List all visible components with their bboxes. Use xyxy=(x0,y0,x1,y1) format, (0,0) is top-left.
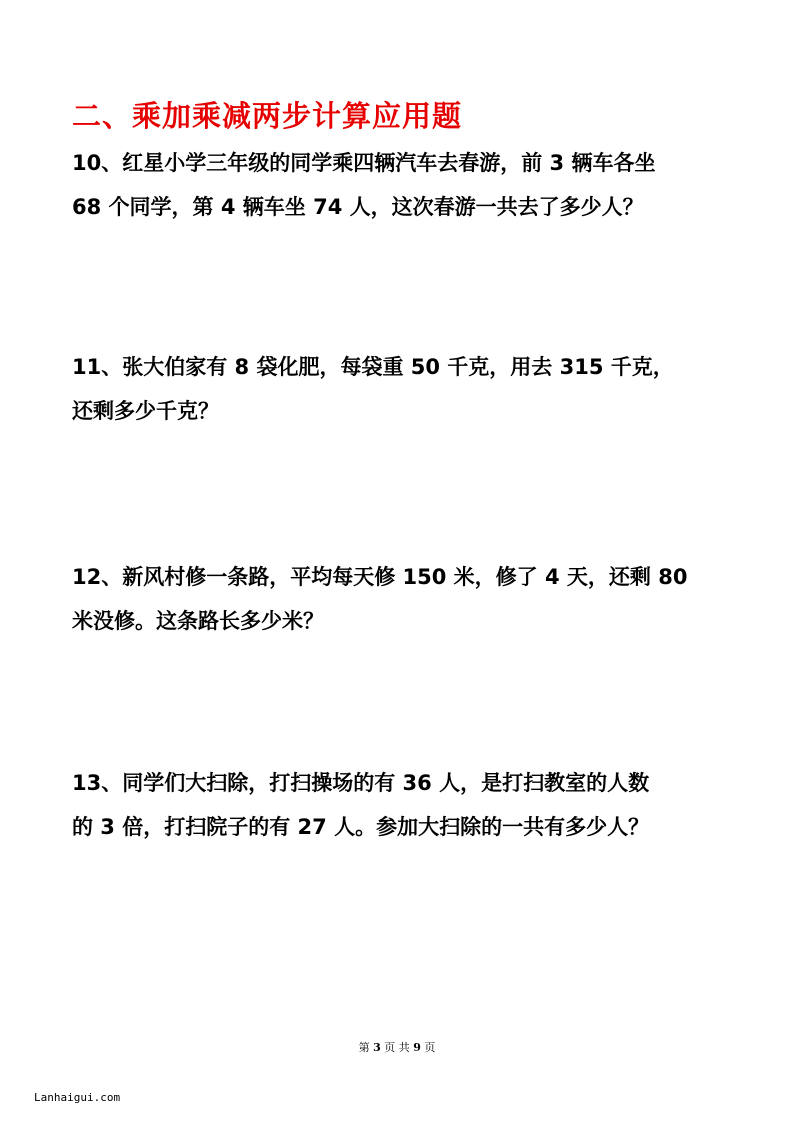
problem-line: 68 个同学，第 4 辆车坐 74 人，这次春游一共去了多少人？ xyxy=(72,195,644,219)
page-number-footer xyxy=(0,1040,794,1056)
footer-prefix: 第 xyxy=(358,1041,370,1054)
problem-11 xyxy=(72,345,732,433)
current-page-number: 3 xyxy=(373,1041,381,1054)
site-watermark: Lanhaigui.com xyxy=(34,1091,121,1104)
problem-line: 米没修。这条路长多少米？ xyxy=(72,609,324,633)
total-pages-number: 9 xyxy=(413,1041,421,1054)
problem-line: 11、张大伯家有 8 袋化肥，每袋重 50 千克，用去 315 千克， xyxy=(72,355,674,379)
section-heading: 二、乘加乘减两步计算应用题 xyxy=(72,99,463,133)
problem-10 xyxy=(72,141,732,229)
problem-12 xyxy=(72,555,732,643)
problem-line: 还剩多少千克？ xyxy=(72,399,219,423)
problem-13 xyxy=(72,761,732,849)
footer-middle: 页 共 xyxy=(384,1041,410,1054)
problem-line: 10、红星小学三年级的同学乘四辆汽车去春游，前 3 辆车各坐 xyxy=(72,151,656,175)
problem-line: 的 3 倍，打扫院子的有 27 人。参加大扫除的一共有多少人？ xyxy=(72,815,650,839)
problem-line: 13、同学们大扫除，打扫操场的有 36 人，是打扫教室的人数 xyxy=(72,771,650,795)
footer-suffix: 页 xyxy=(424,1041,436,1054)
problem-line: 12、新风村修一条路，平均每天修 150 米，修了 4 天，还剩 80 xyxy=(72,565,688,589)
